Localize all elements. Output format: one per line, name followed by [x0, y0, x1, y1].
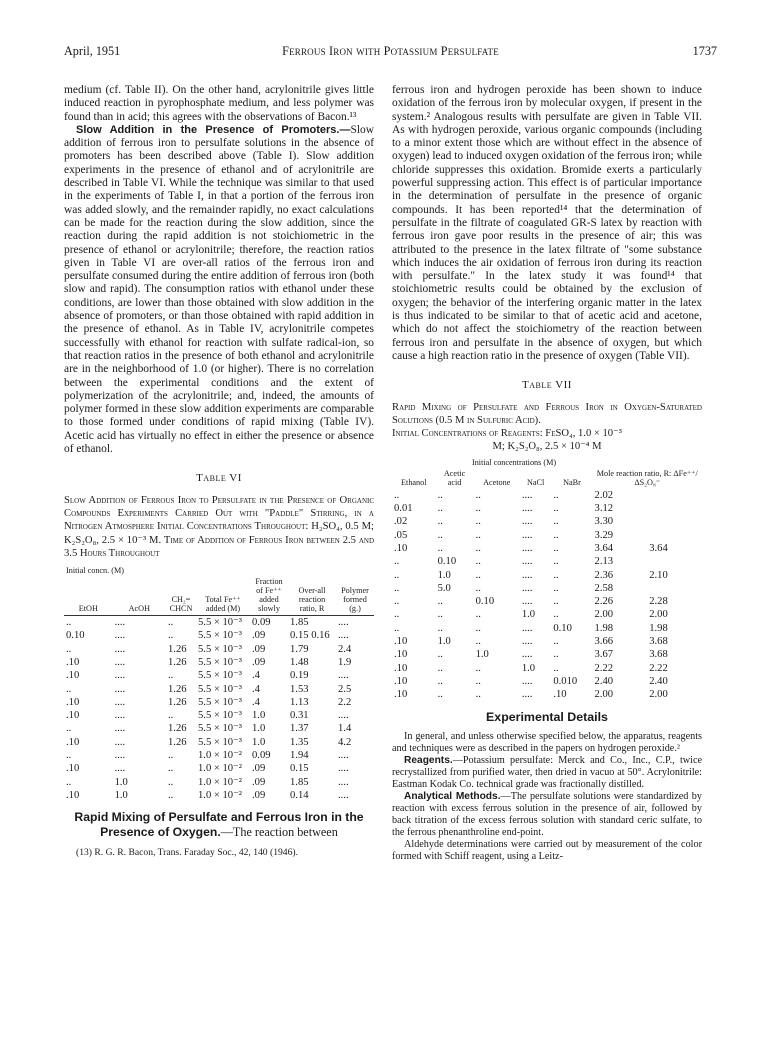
table-cell: ..: [394, 569, 400, 581]
table-cell: ....: [338, 670, 349, 682]
table-row: [64, 789, 374, 802]
table-cell: 1.0 × 10⁻²: [198, 789, 242, 801]
table-row: [392, 555, 702, 568]
table-7-col-header: Acetone: [483, 477, 511, 487]
table-cell: ....: [521, 689, 533, 701]
table-cell: 1.26: [168, 736, 187, 748]
table-cell: 1.26: [168, 683, 187, 695]
table-row: [64, 722, 374, 735]
table-6-col-header: Polymer formed (g.): [336, 577, 374, 616]
table-cell: ....: [114, 763, 126, 775]
table-row: [392, 582, 702, 595]
table-cell: ..: [475, 582, 481, 594]
table-cell: 2.2: [338, 696, 352, 708]
table-cell: ....: [521, 489, 533, 501]
table-7-col-header: Acetic acid: [443, 468, 466, 487]
table-cell: 0.01: [394, 503, 413, 515]
table-cell: ..: [168, 763, 174, 775]
table-cell: ..: [66, 643, 72, 655]
table-row: [64, 643, 374, 656]
table-cell: ..: [168, 789, 174, 801]
table-cell: ..: [437, 675, 443, 687]
table-cell: 2.22: [649, 662, 668, 674]
table-cell: 5.5 × 10⁻³: [198, 670, 242, 682]
table-cell: ..: [475, 569, 481, 581]
table-cell: 5.5 × 10⁻³: [198, 710, 242, 722]
table-cell: ..: [168, 710, 174, 722]
table-cell: 2.00: [649, 689, 668, 701]
table-6-caption: Slow Addition of Ferrous Iron to Persulfate in the Presence of Organic Compounds Experiments Carried Out with "Paddle" Stirring, in a Nitrogen Atmosphere Initial Concentrations Throughout: H₂SO₄, 0.5 M; K₂S₂O₈, 2.5 × 10⁻³ M. Time of Addition of Ferrous Iron between 2.5 and 3.5 Hours Throughout: [64, 494, 374, 559]
table-6-body: [64, 616, 374, 803]
table-cell: 3.12: [594, 503, 614, 515]
table-cell: ..: [553, 529, 559, 541]
table-row: [64, 629, 374, 642]
table-cell: ....: [114, 670, 126, 682]
table-cell: ..: [168, 776, 174, 788]
table-cell: ....: [114, 710, 126, 722]
table-cell: ..: [168, 617, 174, 629]
table-cell: ..: [437, 542, 443, 554]
table-cell: ..: [437, 489, 443, 501]
table-7-col-header: Mole reaction ratio, R: ΔFe⁺⁺/ ΔS₂O₈⁼: [596, 468, 698, 487]
table-cell: 5.5 × 10⁻³: [198, 643, 242, 655]
table-cell: ..: [475, 516, 481, 528]
table-cell: 2.13: [594, 556, 614, 568]
table-cell: ..: [394, 622, 400, 634]
table-cell: ..: [66, 750, 72, 762]
table-cell: 1.0 × 10⁻²: [198, 776, 242, 788]
table-cell: 0.15 0.16: [290, 630, 330, 642]
table-cell: .02: [394, 516, 408, 528]
table-cell: ..: [475, 529, 481, 541]
table-7-col-header: Ethanol: [401, 477, 427, 487]
table-cell: 2.00: [594, 609, 614, 621]
table-row: [64, 669, 374, 682]
table-cell: 0.10: [66, 630, 85, 642]
table-cell: 2.00: [594, 689, 614, 701]
table-cell: 1.26: [168, 656, 187, 668]
table-cell: ..: [168, 670, 174, 682]
table-cell: .4: [252, 683, 260, 695]
left-paragraph-2: [64, 124, 374, 456]
table-cell: ....: [521, 542, 533, 554]
table-cell: ....: [114, 656, 126, 668]
table-cell: .10: [553, 689, 567, 701]
table-cell: .10: [394, 649, 408, 661]
section-heading-rapid-mixing: Rapid Mixing of Persulfate and Ferrous Iron in the Presence of Oxygen.—The reaction between: [74, 810, 364, 839]
table-cell: 0.09: [252, 617, 271, 629]
table-cell: ..: [437, 649, 443, 661]
table-cell: 1.98: [594, 622, 614, 634]
table-cell: [647, 502, 702, 515]
left-column: [64, 84, 374, 869]
table-cell: ..: [66, 617, 72, 629]
table-cell: 2.5: [338, 683, 352, 695]
table-cell: [647, 582, 702, 595]
table-cell: 3.68: [649, 635, 668, 647]
table-row: [392, 502, 702, 515]
table-cell: ....: [521, 516, 533, 528]
table-6-col-header: Fraction of Fe⁺⁺ added slowly: [250, 577, 288, 616]
table-cell: ..: [394, 556, 400, 568]
experimental-paragraph-2: Reagents.—Potassium persulfate: Merck and Co., Inc., C.P., twice recrystallized from purified water, then dried in vacuo at 50°. Acrylonitrile: Eastman Kodak Co. technical grade was fractionally distilled.: [392, 754, 702, 790]
table-row: [64, 616, 374, 630]
table-7-col-header: NaCl: [526, 477, 545, 487]
table-cell: 1.13: [290, 696, 309, 708]
table-cell: 1.0: [252, 723, 266, 735]
table-cell: ..: [553, 556, 559, 568]
table-cell: 1.0: [475, 649, 489, 661]
table-cell: .10: [394, 662, 408, 674]
table-cell: [647, 515, 702, 528]
table-cell: 0.10: [437, 556, 457, 568]
table-cell: ....: [338, 750, 349, 762]
table-cell: 0.14: [290, 789, 309, 801]
table-cell: ..: [475, 689, 481, 701]
table-cell: 5.5 × 10⁻³: [198, 656, 242, 668]
table-row: [392, 595, 702, 608]
page-number: 1737: [692, 44, 717, 58]
table-cell: ..: [475, 662, 481, 674]
table-cell: 5.5 × 10⁻³: [198, 617, 242, 629]
table-cell: 1.0: [521, 662, 536, 674]
table-cell: 5.5 × 10⁻³: [198, 736, 242, 748]
table-cell: 2.00: [649, 609, 668, 621]
table-cell: 3.29: [594, 529, 614, 541]
header-date: April, 1951: [64, 44, 121, 58]
table-cell: [647, 555, 702, 568]
table-cell: ....: [114, 696, 126, 708]
table-cell: ..: [553, 662, 559, 674]
table-cell: 1.0: [114, 776, 128, 788]
table-cell: ..: [553, 609, 559, 621]
table-row: [392, 662, 702, 675]
table-row: [64, 683, 374, 696]
table-cell: ..: [66, 776, 72, 788]
table-cell: 1.0: [114, 789, 128, 801]
table-6-number: Table VI: [196, 472, 242, 485]
table-cell: .10: [66, 736, 80, 748]
table-cell: ..: [168, 750, 174, 762]
table-6-col-header: Over-all reaction ratio, R: [288, 577, 336, 616]
table-7-col-header: NaBr: [563, 477, 581, 487]
table-cell: 0.010: [553, 675, 578, 687]
left-paragraph-2-body: Slow addition of ferrous iron to persulfate solutions in the absence of promoters has been described above (Table I). Slow addition experiments in the presence of ethanol and of acrylonitrile are described in Table VI. While the technique was similar to that used in the experiments of Table I, in that a portion of the ferrous iron was added slowly, and the remainder rapidly, no exact calculations can be made for the reaction during the slow addition, since the reaction during the rapid addition is not stoichiometric in the presence of ethanol or acrylonitrile; therefore, the reaction ratios given in Table VI are over-all ratios of the ferrous iron and persulfate consumed during the entire addition of ferrous iron (both slow and rapid). The consumption ratios with ethanol under these conditions, are lower than those obtained with slow addition in the absence of promoters, or than those obtained with rapid addition in the presence of ethanol. As in Table IV, acrylonitrile competes successfully with ethanol for reaction with sulfate radical-ion, so that reaction ratios in the presence of both ethanol and acrylonitrile are in the neighborhood of 1.0 (or higher). There is no correlation between the experimental conditions and the extent of polymerization of the acrylonitrile; and, indeed, the amounts of polymer formed in these slow addition experiments are comparable to those formed under conditions of rapid mixing (Table IV). Acetic acid has virtually no effect in either the presence or absence of ethanol.: [64, 123, 374, 456]
table-7-group-header: Initial concentrations (M): [471, 457, 557, 467]
table-cell: ..: [553, 516, 559, 528]
table-cell: 5.5 × 10⁻³: [198, 683, 242, 695]
table-row: [64, 749, 374, 762]
table-cell: ..: [66, 683, 72, 695]
section-heading-experimental: Experimental Details: [486, 710, 608, 725]
table-row: [392, 635, 702, 648]
table-cell: ....: [521, 675, 533, 687]
table-row: [392, 542, 702, 555]
experimental-paragraph-3: Analytical Methods.—The persulfate solutions were standardized by reaction with excess ferrous solution in the presence of air, followed by back titration of the excess ferrous solution with standard ceric sulfate, to the ferrous phenanthroline end-point.: [392, 790, 702, 838]
table-cell: .10: [66, 789, 80, 801]
table-row: [64, 709, 374, 722]
table-cell: [647, 489, 702, 502]
right-column: [392, 84, 702, 863]
header-title: Ferrous Iron with Potassium Persulfate: [282, 44, 499, 58]
table-cell: 1.0: [437, 635, 451, 647]
running-header: [64, 44, 717, 60]
table-cell: .4: [252, 696, 260, 708]
table-row: [392, 489, 702, 502]
table-7: [392, 458, 702, 702]
table-cell: ..: [475, 609, 481, 621]
table-cell: 3.64: [594, 542, 614, 554]
table-cell: .10: [66, 670, 80, 682]
section-heading-slow-addition: Slow Addition in the Presence of Promoters.—: [76, 123, 351, 136]
table-7-caption-1: Rapid Mixing of Persulfate and Ferrous Iron in Oxygen-Saturated Solutions (0.5 M in Sulfuric Acid).: [392, 401, 702, 426]
table-cell: ..: [437, 689, 443, 701]
table-cell: ....: [114, 723, 126, 735]
table-cell: 2.40: [649, 675, 668, 687]
experimental-paragraph-1: In general, and unless otherwise specified below, the apparatus, reagents and techniques were as described in the papers on hydrogen peroxide.²: [392, 730, 702, 754]
table-cell: .10: [66, 656, 80, 668]
table-cell: 5.5 × 10⁻³: [198, 723, 242, 735]
table-cell: 1.48: [290, 656, 309, 668]
table-cell: ..: [475, 542, 481, 554]
table-cell: 1.0: [252, 736, 266, 748]
table-row: [392, 622, 702, 635]
table-cell: ....: [521, 569, 533, 581]
table-cell: ..: [394, 609, 400, 621]
table-cell: ....: [521, 582, 533, 594]
table-cell: ....: [338, 630, 349, 642]
table-row: [392, 675, 702, 688]
table-cell: ..: [553, 489, 559, 501]
table-cell: ....: [114, 750, 126, 762]
table-cell: .4: [252, 670, 260, 682]
table-cell: ..: [475, 503, 481, 515]
table-cell: 2.28: [649, 596, 668, 608]
table-cell: ....: [114, 617, 126, 629]
table-cell: 0.10: [553, 622, 572, 634]
table-cell: 3.30: [594, 516, 614, 528]
table-cell: ..: [437, 662, 443, 674]
table-cell: .10: [394, 689, 408, 701]
table-cell: ..: [553, 569, 559, 581]
table-cell: ....: [338, 617, 349, 629]
table-cell: 2.02: [594, 489, 614, 501]
table-cell: 0.09: [252, 750, 271, 762]
table-cell: 2.58: [594, 582, 614, 594]
table-cell: 3.67: [594, 649, 614, 661]
table-cell: 1.98: [649, 622, 668, 634]
table-6-group-header: Initial concn. (M): [66, 566, 124, 576]
table-cell: ..: [475, 489, 481, 501]
table-cell: 1.0: [437, 569, 451, 581]
table-cell: ..: [168, 630, 174, 642]
table-cell: .09: [252, 789, 266, 801]
table-7-number: Table VII: [522, 379, 572, 392]
table-cell: 2.10: [649, 569, 668, 581]
table-cell: 1.9: [338, 656, 352, 668]
table-cell: ....: [521, 529, 533, 541]
table-cell: 2.22: [594, 662, 614, 674]
table-cell: ..: [394, 489, 400, 501]
table-cell: ..: [475, 675, 481, 687]
table-cell: 5.5 × 10⁻³: [198, 696, 242, 708]
table-cell: 1.0 × 10⁻²: [198, 763, 242, 775]
table-cell: 1.0: [521, 609, 536, 621]
table-cell: ..: [553, 503, 559, 515]
table-row: [392, 569, 702, 582]
table-6-col-header: CH₂= CHCN: [166, 577, 196, 616]
table-cell: 1.26: [168, 643, 187, 655]
table-cell: ..: [475, 622, 481, 634]
table-cell: .09: [252, 776, 266, 788]
table-cell: 5.0: [437, 582, 451, 594]
table-cell: 1.26: [168, 723, 187, 735]
table-cell: ....: [338, 710, 349, 722]
table-cell: ....: [521, 596, 533, 608]
table-cell: ....: [114, 683, 126, 695]
table-cell: 1.85: [290, 776, 309, 788]
table-cell: 3.66: [594, 635, 614, 647]
table-cell: 3.68: [649, 649, 668, 661]
table-cell: .10: [66, 696, 80, 708]
table-cell: .09: [252, 630, 266, 642]
table-cell: 1.4: [338, 723, 352, 735]
table-cell: ..: [437, 609, 443, 621]
left-paragraph-1: medium (cf. Table II). On the other hand, acrylonitrile gives little induced reaction in pyrophosphate medium, and less polymer was found than in acid; this agrees with the observations of Bacon.¹³: [64, 84, 374, 123]
table-cell: ..: [475, 635, 481, 647]
table-row: [64, 696, 374, 709]
table-cell: ....: [521, 622, 533, 634]
table-cell: ....: [521, 635, 533, 647]
table-cell: 1.35: [290, 736, 309, 748]
table-cell: .09: [252, 643, 266, 655]
footnote-13: (13) R. G. R. Bacon, Trans. Faraday Soc., 42, 140 (1946).: [76, 847, 298, 859]
table-cell: ..: [437, 516, 443, 528]
table-cell: 1.85: [290, 617, 309, 629]
table-cell: .10: [66, 763, 80, 775]
table-cell: ..: [553, 649, 559, 661]
table-cell: ....: [521, 649, 533, 661]
table-row: [64, 776, 374, 789]
table-cell: ..: [553, 635, 559, 647]
table-6-col-header: EtOH: [64, 577, 113, 616]
table-cell: .10: [394, 675, 408, 687]
table-cell: 0.19: [290, 670, 309, 682]
table-cell: ..: [437, 503, 443, 515]
table-cell: ..: [475, 556, 481, 568]
table-row: [392, 688, 702, 701]
table-cell: 1.26: [168, 696, 187, 708]
table-cell: ..: [553, 596, 559, 608]
table-cell: 0.10: [475, 596, 495, 608]
table-cell: ..: [553, 582, 559, 594]
table-row: [392, 648, 702, 661]
table-7-caption-2: Initial Concentrations of Reagents: FeSO₄, 1.0 × 10⁻³: [392, 428, 622, 440]
table-cell: .10: [394, 635, 408, 647]
table-cell: .05: [394, 529, 408, 541]
table-cell: 1.53: [290, 683, 309, 695]
table-cell: ..: [437, 596, 443, 608]
table-cell: 1.37: [290, 723, 309, 735]
table-cell: ..: [437, 529, 443, 541]
table-cell: .09: [252, 763, 266, 775]
table-row: [392, 529, 702, 542]
table-cell: .10: [394, 542, 408, 554]
table-cell: ....: [521, 503, 533, 515]
table-6-col-header: Total Fe⁺⁺ added (M): [196, 577, 250, 616]
table-row: [392, 515, 702, 528]
table-row: [64, 656, 374, 669]
table-cell: 0.31: [290, 710, 309, 722]
table-cell: ....: [338, 776, 349, 788]
table-cell: ....: [114, 643, 126, 655]
table-cell: [647, 529, 702, 542]
table-cell: 1.79: [290, 643, 309, 655]
table-6: [64, 566, 374, 802]
table-cell: ..: [394, 596, 400, 608]
table-cell: 3.64: [649, 542, 668, 554]
table-row: [392, 608, 702, 621]
table-7-body: [392, 489, 702, 702]
table-row: [64, 762, 374, 775]
table-cell: 2.40: [594, 675, 614, 687]
table-cell: 0.15: [290, 763, 309, 775]
table-row: [64, 736, 374, 749]
table-7-caption-3: M; K₂S₂O₈, 2.5 × 10⁻⁴ M: [492, 441, 602, 453]
table-cell: ..: [437, 622, 443, 634]
table-cell: .10: [66, 710, 80, 722]
table-cell: ....: [338, 789, 349, 801]
table-cell: ....: [338, 763, 349, 775]
table-cell: 2.4: [338, 643, 352, 655]
experimental-paragraph-4: Aldehyde determinations were carried out by measurement of the color formed with Schiff reagent, using a Leitz-: [392, 838, 702, 862]
table-cell: ..: [394, 582, 400, 594]
table-cell: 5.5 × 10⁻³: [198, 630, 242, 642]
table-cell: 2.26: [594, 596, 614, 608]
table-6-col-header: AcOH: [113, 577, 166, 616]
table-cell: ....: [521, 556, 533, 568]
table-cell: 1.0: [252, 710, 266, 722]
table-cell: 4.2: [338, 736, 352, 748]
table-cell: .09: [252, 656, 266, 668]
table-cell: 2.36: [594, 569, 614, 581]
table-cell: ....: [114, 630, 126, 642]
right-paragraph-1: ferrous iron and hydrogen peroxide has been shown to induce oxidation of the ferrous iron by molecular oxygen, if present in the system.² Analogous results with persulfate are given in Table VII. As with hydrogen peroxide, various organic compounds (including to a minor extent those which are without effect in the absence of oxygen) lead to induced oxygen oxidation of the ferrous iron; while chloride suppresses this oxidation. Bromide exerts a particularly powerful suppressing action. This effect is of particular importance in the determination of persulfate in the presence of organic compounds. It has been reported¹⁴ that the determination of persulfate in the filtrate of coagulated GR-S latex by reaction with ferrous iron gave poor results in the presence of air; this was attributed to the presence in the latex filtrate of "some substance which induces the air oxidation of ferrous iron during its reaction with persulfate." In the latex study it was found¹⁴ that stoichiometric results could be obtained by the exclusion of oxygen; the behavior of the interfering organic matter in the latex is thus indicated to be similar to that of acetic acid and acetone, which do not affect the stoichiometry of the reaction between ferrous iron and persulfate in the absence of oxygen, but which cause a high reaction ratio in the presence of oxygen (Table VII).: [392, 84, 703, 362]
table-cell: 1.0 × 10⁻²: [198, 750, 242, 762]
table-cell: ....: [114, 736, 126, 748]
table-cell: 1.94: [290, 750, 309, 762]
table-cell: ..: [66, 723, 72, 735]
table-cell: ..: [553, 542, 559, 554]
